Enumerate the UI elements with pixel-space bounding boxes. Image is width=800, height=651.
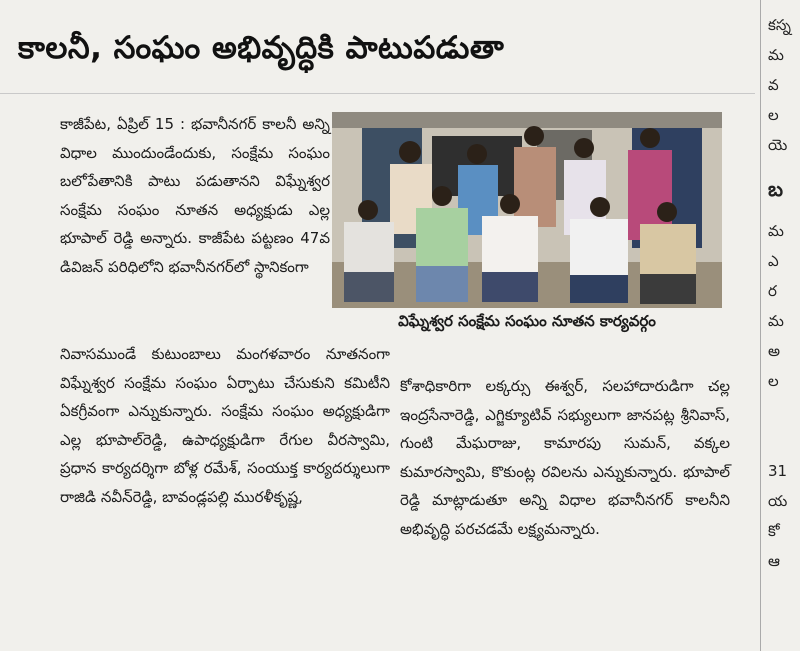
fragment-line: యె	[768, 136, 788, 154]
fragment-line: మ	[768, 312, 784, 330]
adjacent-article-fragment	[768, 10, 800, 576]
fragment-line: ల	[768, 372, 779, 390]
group-photo-illustration	[332, 112, 722, 308]
fragment-line: కో	[768, 522, 780, 540]
fragment-line: ఎ	[768, 252, 779, 270]
fragment-line: ఆ	[768, 552, 780, 570]
fragment-line: అ	[768, 342, 781, 360]
fragment-line: మ	[768, 46, 784, 64]
article-body-column-1	[60, 110, 330, 282]
article-paragraph: కాజీపేట, ఏప్రిల్ 15 : భవానీనగర్ కాలనీ అన్ని విధాల ముందుండేందుకు, సంక్షేమ సంఘం బలోపేతానికి పాటు పడుతానని విఘ్నేశ్వర సంక్షేమ సంఘం నూతన అధ్యక్షుడు ఎల్ల భూపాల్ రెడ్డి అన్నారు. కాజీపేట పట్టణం 47వ డివిజన్ పరిధిలోని భవానీనగర్‌లో స్థానికంగా	[60, 115, 330, 276]
article-paragraph: కోశాధికారిగా లక్కర్సు ఈశ్వర్, సలహాదారుడిగా చల్ల ఇంద్రసేనారెడ్డి, ఎగ్జిక్యూటివ్ సభ్యులుగా జానపట్ల శ్రీనివాస్, గుంటి మేఘరాజు, కామారపు సుమన్, వక్కల కుమారస్వామి, కొకుంట్ల రవిలను ఎన్నుకున్నారు. భూపాల్ రెడ్డి మాట్లాడుతూ అన్ని విధాల భవానీనగర్ కాలనీని అభివృద్ధి పరచడమే లక్ష్యమన్నారు.	[400, 377, 730, 538]
article-body-column-3	[400, 372, 730, 544]
fragment-subhead: బ	[768, 177, 783, 201]
article-headline: కాలనీ, సంఘం అభివృద్ధికి పాటుపడుతా	[18, 30, 505, 66]
fragment-line: ర	[768, 282, 777, 300]
fragment-line: మ	[768, 222, 784, 240]
article-body-column-2	[60, 340, 390, 512]
fragment-line: కస్న	[768, 16, 791, 34]
fragment-line: య	[768, 492, 788, 510]
fragment-line: ల	[768, 106, 779, 124]
column-divider	[760, 0, 761, 651]
article-paragraph: నివాసముండే కుటుంబాలు మంగళవారం నూతనంగా విఘ్నేశ్వర సంక్షేమ సంఘం ఏర్పాటు చేసుకుని కమిటీని ఏకగ్రీవంగా ఎన్నుకున్నారు. సంక్షేమ సంఘం అధ్యక్షుడిగా ఎల్ల భూపాల్‌రెడ్డి, ఉపాధ్యక్షుడిగా రేగుల వీరస్వామి, ప్రధాన కార్యదర్శిగా బోళ్ల రమేశ్, సంయుక్త కార్యదర్శులుగా రాజిడి నవీన్‌రెడ్డి, బావండ్లపల్లి మురళీకృష్ణ,	[60, 345, 390, 506]
fragment-line: వ	[768, 76, 779, 94]
headline-divider	[0, 93, 755, 94]
committee-photo	[332, 112, 722, 308]
fragment-number: 31	[768, 462, 788, 480]
photo-caption: విఘ్నేశ్వర సంక్షేమ సంఘం నూతన కార్యవర్గం	[398, 312, 656, 330]
